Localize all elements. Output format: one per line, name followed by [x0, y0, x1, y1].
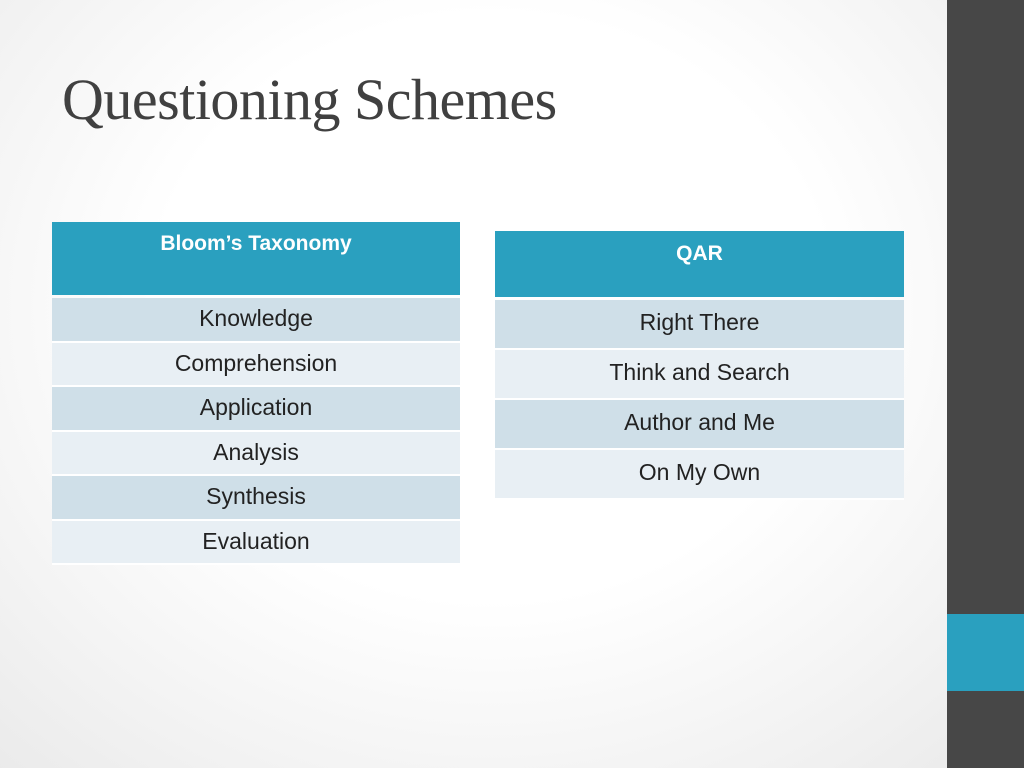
table-row: Right There — [495, 300, 904, 350]
table-row: Comprehension — [52, 343, 460, 388]
table-row: Application — [52, 387, 460, 432]
table-row: Synthesis — [52, 476, 460, 521]
slide-title: Questioning Schemes — [62, 67, 557, 132]
table-row: Analysis — [52, 432, 460, 477]
table-row: Think and Search — [495, 350, 904, 400]
qar-header: QAR — [495, 231, 904, 297]
qar-table — [495, 231, 904, 500]
table-row: Author and Me — [495, 400, 904, 450]
table-row: On My Own — [495, 450, 904, 500]
decorative-accent-block — [947, 614, 1024, 691]
table-row: Knowledge — [52, 298, 460, 343]
blooms-taxonomy-header: Bloom’s Taxonomy — [52, 222, 460, 295]
table-row: Evaluation — [52, 521, 460, 566]
blooms-taxonomy-table — [52, 222, 460, 565]
